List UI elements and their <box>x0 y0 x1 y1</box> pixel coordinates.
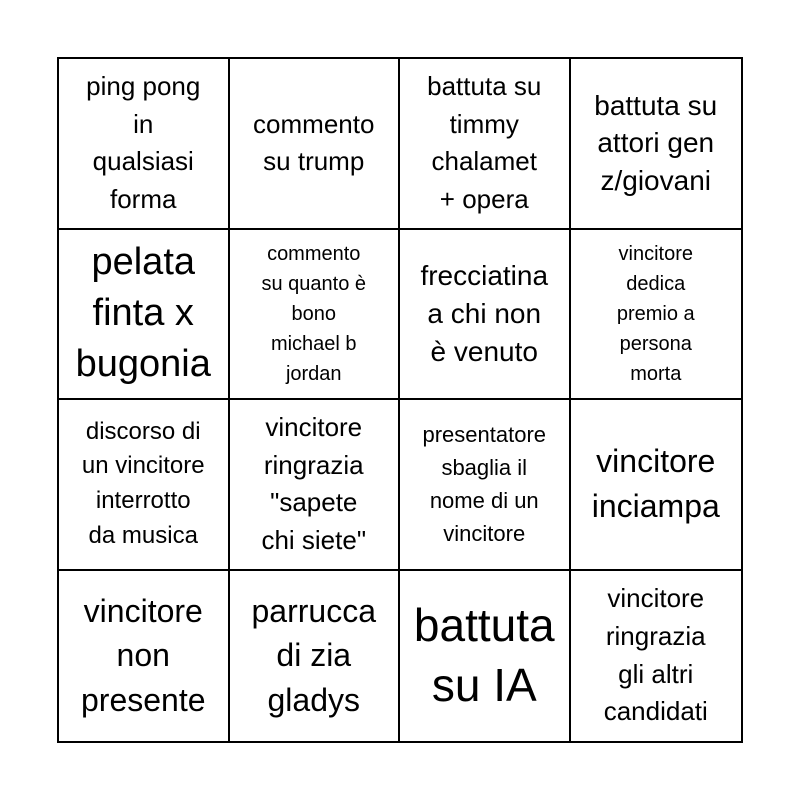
bingo-cell-r4c4[interactable] <box>571 571 742 742</box>
bingo-cell-r1c1[interactable] <box>59 59 230 230</box>
cell-label: battuta su attori gen z/giovani <box>594 89 718 197</box>
bingo-cell-r3c2[interactable] <box>230 400 401 571</box>
cell-label: vincitore ringrazia "sapete chi siete" <box>261 411 367 555</box>
bingo-cell-r4c1[interactable] <box>59 571 230 742</box>
cell-label: parrucca di zia gladys <box>251 592 376 719</box>
bingo-cell-r4c3[interactable] <box>400 571 571 742</box>
cell-label: presentatore sbaglia il nome di un vincitore <box>422 422 547 547</box>
cell-label: vincitore ringrazia gli altri candidati <box>603 583 708 727</box>
cell-label: discorso di un vincitore interrotto da musica <box>81 417 205 550</box>
bingo-cell-r2c3[interactable] <box>400 230 571 401</box>
cell-label: commento su quanto è bono michael b jordan <box>261 242 367 385</box>
cell-label: vincitore dedica premio a persona morta <box>616 242 695 385</box>
cell-label: battuta su timmy chalamet + opera <box>427 70 542 214</box>
bingo-cell-r1c2[interactable] <box>230 59 401 230</box>
bingo-cell-r4c2[interactable] <box>230 571 401 742</box>
cell-label: commento su trump <box>253 108 375 177</box>
bingo-cell-r3c1[interactable] <box>59 400 230 571</box>
bingo-cell-r2c1[interactable] <box>59 230 230 401</box>
cell-label: frecciatina a chi non è venuto <box>420 260 549 367</box>
cell-label: pelata finta x bugonia <box>75 240 211 386</box>
cell-label: vincitore inciampa <box>591 443 720 525</box>
bingo-cell-r1c4[interactable] <box>571 59 742 230</box>
bingo-cell-r2c2[interactable] <box>230 230 401 401</box>
bingo-cell-r3c3[interactable] <box>400 400 571 571</box>
bingo-board <box>57 57 743 743</box>
cell-label: battuta su IA <box>413 598 555 711</box>
bingo-cell-r3c4[interactable] <box>571 400 742 571</box>
bingo-cell-r2c4[interactable] <box>571 230 742 401</box>
cell-label: vincitore non presente <box>80 592 206 719</box>
cell-label: ping pong in qualsiasi forma <box>86 70 201 214</box>
bingo-cell-r1c3[interactable] <box>400 59 571 230</box>
